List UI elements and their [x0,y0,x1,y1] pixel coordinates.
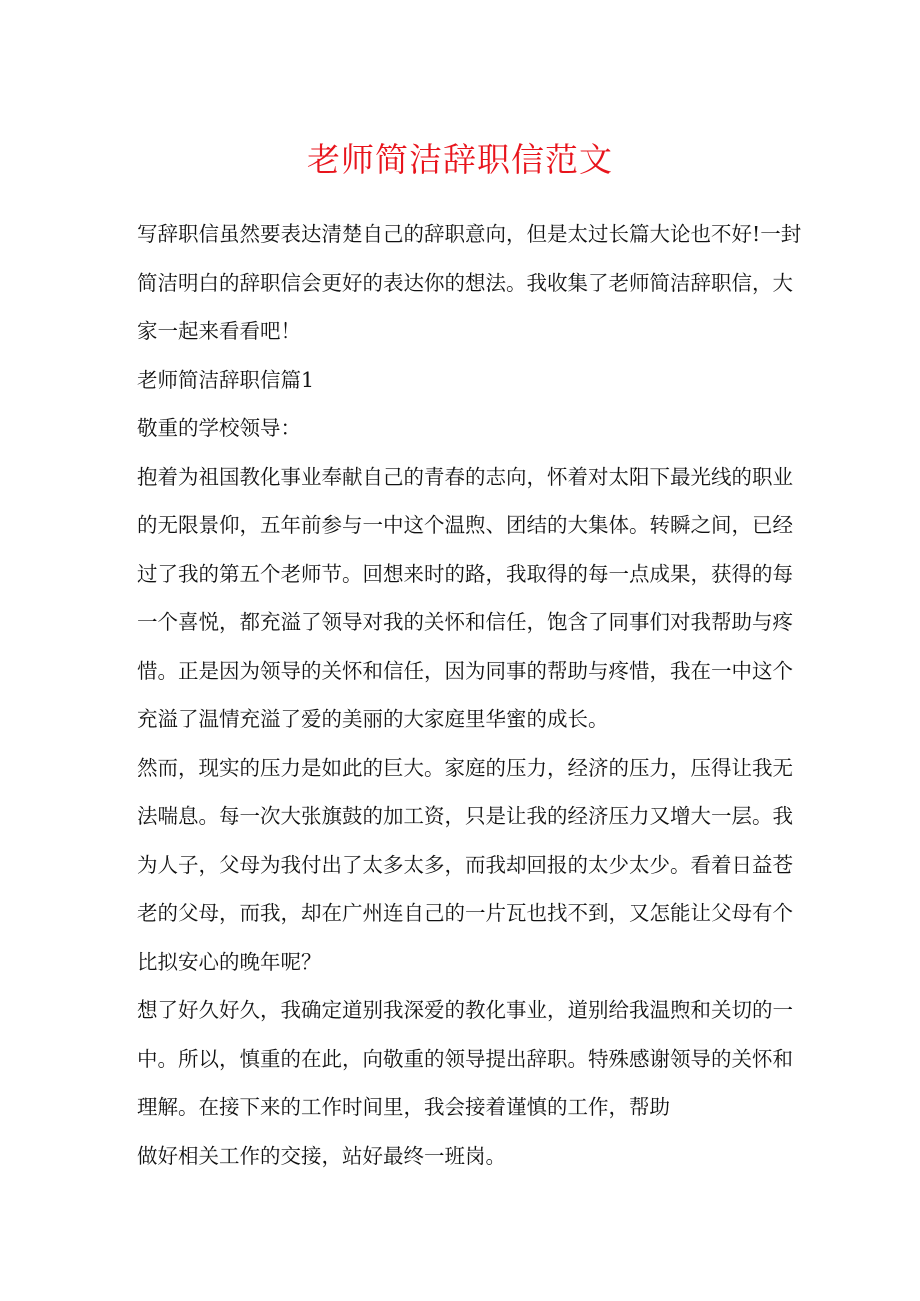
body-line: 法喘息。每一次大张旗鼓的加工资，只是让我的经济压力又增大一层。我 [137,804,793,828]
body-line: 为人子，父母为我付出了太多太多，而我却回报的太少太少。看着日益苍 [137,852,793,877]
body-line: 中。所以，慎重的在此，向敬重的领导提出辞职。特殊感谢领导的关怀和 [137,1046,793,1071]
body-line: 老的父母，而我，却在广州连自己的一片瓦也找不到，又怎能让父母有个 [137,901,793,925]
body-line: 写辞职信虽然要表达清楚自己的辞职意向，但是太过长篇大论也不好!一封 [137,222,802,246]
body-line: 惜。正是因为领导的关怀和信任，因为同事的帮助与疼惜，我在一中这个 [137,658,793,683]
body-line: 简洁明白的辞职信会更好的表达你的想法。我收集了老师简洁辞职信，大 [137,270,793,295]
document-body [137,210,802,1171]
body-line: 一个喜悦，都充溢了领导对我的关怀和信任，饱含了同事们对我帮助与疼 [137,610,793,634]
document-title: 老师简洁辞职信范文 [307,140,613,179]
body-line: 家一起来看看吧！ [137,319,301,343]
body-line: 然而，现实的压力是如此的巨大。家庭的压力，经济的压力，压得让我无 [137,755,793,780]
body-line: 充溢了温情充溢了爱的美丽的大家庭里华蜜的成长。 [137,707,609,731]
section-heading: 老师简洁辞职信篇1 [137,367,315,392]
body-line: 做好相关工作的交接，站好最终一班岗。 [137,1143,506,1168]
body-line: 想了好久好久，我确定道别我深爱的教化事业，道别给我温煦和关切的一 [137,998,793,1022]
body-line: 过了我的第五个老师节。回想来时的路，我取得的每一点成果，获得的每 [137,561,793,586]
body-line: 的无限景仰，五年前参与一中这个温煦、团结的大集体。转瞬之间，已经 [137,513,793,537]
salutation: 敬重的学校领导： [137,416,301,440]
body-line: 理解。在接下来的工作时间里，我会接着谨慎的工作，帮助 [137,1095,670,1119]
body-line: 比拟安心的晚年呢？ [137,949,322,974]
body-line: 抱着为祖国教化事业奉献自己的青春的志向，怀着对太阳下最光线的职业 [137,464,793,489]
